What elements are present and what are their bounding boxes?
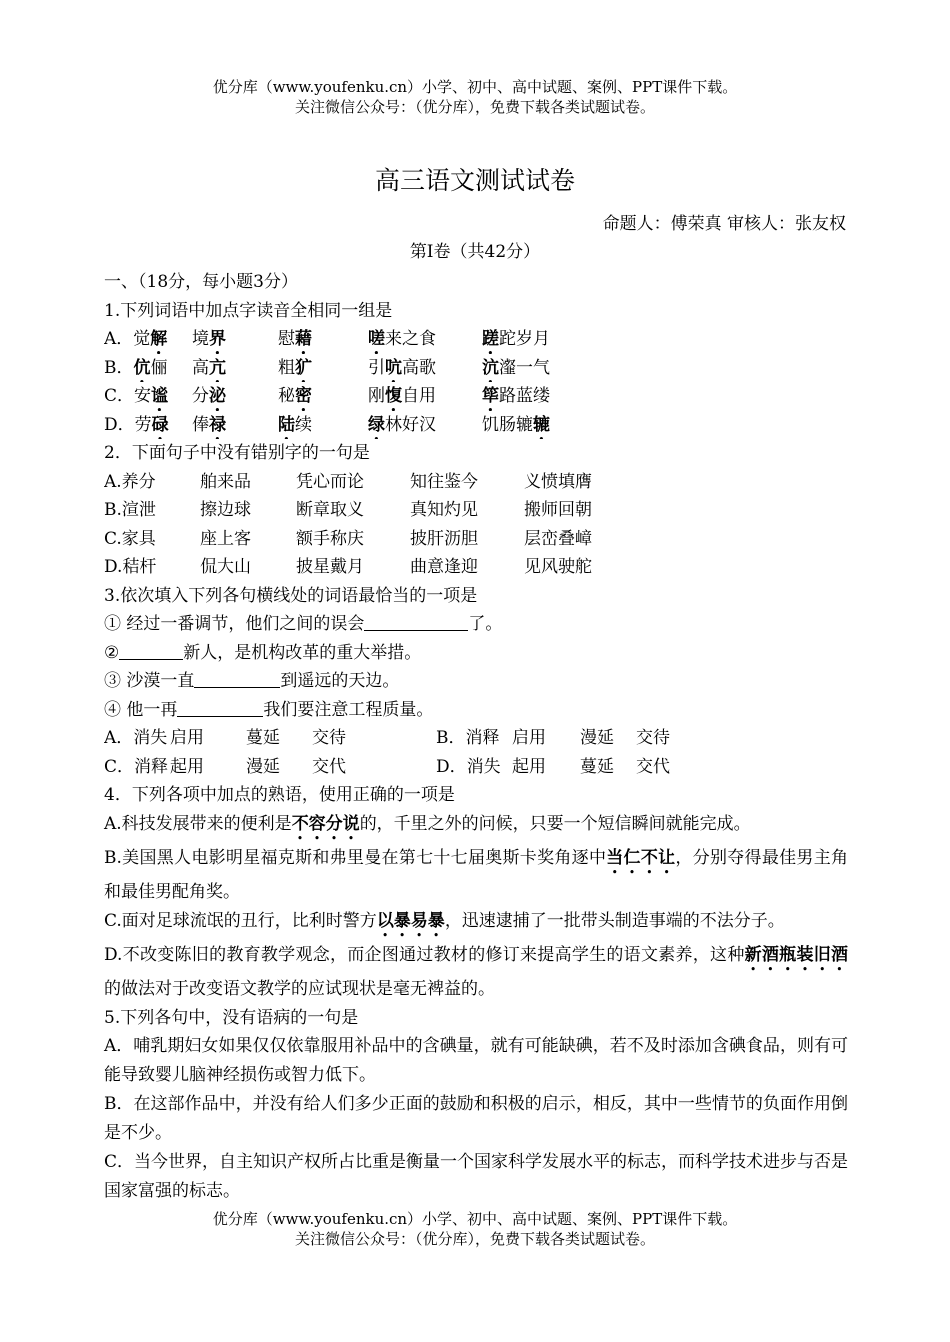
site-header-line2: 关注微信公众号：（优分库），免费下载各类试题试卷。 [294, 98, 655, 116]
exam-authors: 命题人：傅荣真 审核人：张友权 [602, 214, 846, 234]
q5-option-b: B．在这部作品中，并没有给人们多少正面的鼓励和积极的启示，相反，其中一些情节的负面作用倒是不少。 [104, 1094, 848, 1143]
q2-option-c: C.家具 座上客 额手称庆 披肝沥胆 层峦叠嶂 [104, 528, 592, 549]
q2-option-d: D.秸杆 侃大山 披星戴月 曲意逢迎 见风驶舵 [104, 557, 592, 577]
site-footer [0, 1209, 950, 1249]
site-header [0, 77, 950, 117]
q3-options-cd: C．消释 起用 漫延 交代 D．消失 起用 蔓延 交代 [104, 756, 670, 777]
q5-stem: 5.下列各句中，没有语病的一句是 [104, 1007, 359, 1028]
q2-option-a: A.养分 舶来品 凭心而论 知往鉴今 义愤填膺 [104, 471, 592, 492]
q3-sentence-4: ④ 他一再 我们要注意工程质量。 [104, 699, 434, 720]
q1-option-d: D．劳碌 俸禄 陆续 绿林好汉 饥肠辘辘 [104, 414, 550, 435]
exam-title: 高三语文测试试卷 [374, 166, 575, 195]
q2-stem: 2．下面句子中没有错别字的一句是 [104, 443, 370, 463]
site-footer-line2: 关注微信公众号：（优分库），免费下载各类试题试卷。 [294, 1230, 655, 1248]
fill-blank [119, 641, 183, 660]
fill-blank [177, 698, 263, 717]
q4-option-c: C.面对足球流氓的丑行，比利时警方以暴易暴，迅速逮捕了一批带头制造事端的不法分子。 [104, 910, 785, 931]
q4-option-a: A.科技发展带来的便利是不容分说的，千里之外的问候，只要一个短信瞬间就能完成。 [104, 813, 751, 834]
fill-blank [194, 669, 280, 688]
site-header-line1: 优分库（www.youfenku.cn）小学、初中、高中试题、案例、PPT课件下载。 [212, 78, 738, 96]
q1-option-b: B．伉俪 高亢 粗犷 引吭高歌 沆瀣一气 [104, 357, 550, 378]
section-heading: 一、（18分，每小题3分） [104, 272, 298, 292]
q4-stem: 4．下列各项中加点的熟语，使用正确的一项是 [104, 785, 455, 805]
q3-sentence-3: ③ 沙漠一直 到遥远的天边。 [104, 671, 400, 691]
site-footer-line1: 优分库（www.youfenku.cn）小学、初中、高中试题、案例、PPT课件下载。 [212, 1210, 738, 1228]
q3-sentence-1: ① 经过一番调节，他们之间的误会 了。 [104, 614, 503, 634]
q3-options-ab: A．消失 启用 蔓延 交待 B．消释 启用 漫延 交待 [104, 728, 670, 748]
questions-body [104, 268, 848, 1206]
q1-stem: 1.下列词语中加点字读音全相同一组是 [104, 300, 393, 321]
q5-option-c: C．当今世界，自主知识产权所占比重是衡量一个国家科学发展水平的标志，而科学技术进步与否是国家富强的标志。 [104, 1152, 849, 1201]
q3-sentence-2: ② 新人，是机构改革的重大举措。 [104, 642, 422, 663]
q4-option-d: D.不改变陈旧的教育教学观念，而企图通过教材的修订来提高学生的语文素养，这种新酒瓶装旧酒的做法对于改变语文教学的应试现状是毫无裨益的。 [104, 944, 849, 999]
q2-option-b: B.渲泄 擦边球 断章取义 真知灼见 搬师回朝 [104, 500, 592, 520]
q3-stem: 3.依次填入下列各句横线处的词语最恰当的一项是 [104, 585, 478, 606]
q1-option-a: A．觉解 境界 慰藉 嗟来之食 蹉跎岁月 [104, 329, 550, 349]
fill-blank [364, 612, 468, 631]
q5-option-a: A．哺乳期妇女如果仅仅依靠服用补品中的含碘量，就有可能缺碘，若不及时添加含碘食品，则有可能导致婴儿脑神经损伤或智力低下。 [104, 1036, 848, 1085]
q1-option-c: C．安谧 分泌 秘密 刚愎自用 筚路蓝缕 [104, 386, 550, 406]
volume-heading: 第Ⅰ卷（共42分） [409, 242, 541, 262]
q4-option-b: B.美国黑人电影明星福克斯和弗里曼在第七十七届奥斯卡奖角逐中当仁不让，分别夺得最佳男主角和最佳男配角奖。 [104, 847, 848, 902]
